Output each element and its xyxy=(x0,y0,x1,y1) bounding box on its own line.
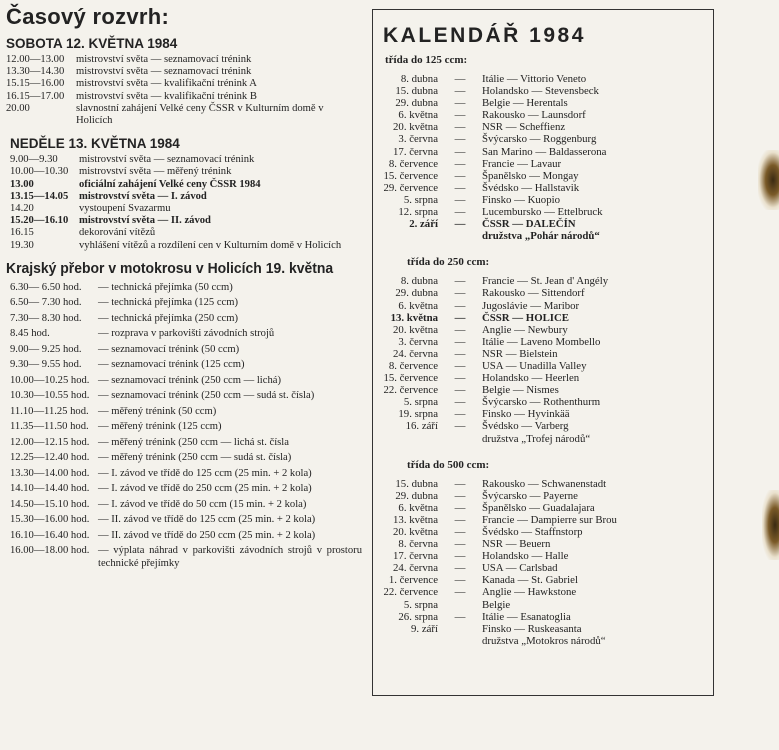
event-venue: Holandsko — Heerlen xyxy=(482,372,580,385)
event-date: 22. července xyxy=(383,586,438,599)
event-venue: USA — Carlsbad xyxy=(482,562,558,575)
event-venue: Itálie — Vittorio Veneto xyxy=(482,73,587,85)
event-venue: Anglie — Newbury xyxy=(482,323,568,336)
schedule-time: 19.30 xyxy=(10,239,34,251)
event-date xyxy=(373,635,438,647)
burn-mark xyxy=(758,150,779,210)
event-venue: Švýcarsko — Rothenthurm xyxy=(482,396,601,409)
schedule-text: mistrovství světa — seznamovací trénink xyxy=(76,54,252,65)
schedule-time: 16.15 xyxy=(10,227,34,239)
schedule-time: 7.30— 8.30 hod. xyxy=(10,312,82,324)
schedule-row xyxy=(10,514,362,526)
event-date: 8. června xyxy=(398,538,438,551)
event-date: 8. července xyxy=(388,359,438,372)
event-date: 1. července xyxy=(388,574,438,587)
event-date: 15. července xyxy=(383,372,438,385)
event-dash: — xyxy=(454,206,466,219)
calendar-box xyxy=(372,9,714,696)
schedule-time: 9.30— 9.55 hod. xyxy=(10,359,82,371)
schedule-text: oficiální zahájení Velké ceny ČSSR 1984 xyxy=(79,178,261,190)
class-500-heading: třída do 500 ccm: xyxy=(407,458,490,471)
event-date: 8. července xyxy=(388,157,438,170)
schedule-time: 12.00—13.00 xyxy=(6,54,65,65)
schedule-time: 16.15—17.00 xyxy=(6,90,65,102)
event-date: 3. června xyxy=(398,133,438,146)
event-dash: — xyxy=(454,169,466,182)
schedule-time: 8.45 hod. xyxy=(10,328,50,340)
event-date: 17. června xyxy=(393,550,438,563)
event-date: 15. července xyxy=(383,169,438,182)
schedule-row xyxy=(10,154,362,166)
calendar-row xyxy=(373,433,713,445)
event-dash: — xyxy=(454,85,466,98)
event-date: 6. května xyxy=(398,501,438,514)
event-venue: ČSSR — HOLICE xyxy=(482,311,569,324)
schedule-time: 6.30— 6.50 hod. xyxy=(10,281,82,293)
schedule-text: mistrovství světa — seznamovací trénink xyxy=(76,66,252,78)
schedule-text: mistrovství světa — kvalifikační trénink B xyxy=(76,90,257,102)
class-500-list xyxy=(373,478,713,647)
event-venue: Finsko — Ruskeasanta xyxy=(482,622,582,635)
event-venue: Švédsko — Staffnstorp xyxy=(482,526,583,538)
event-dash: — xyxy=(454,181,466,194)
event-venue: družstva „Trofej národů“ xyxy=(482,432,591,445)
event-date: 5. srpna xyxy=(403,598,438,611)
class-250-list xyxy=(373,275,713,444)
event-date: 24. června xyxy=(393,562,438,575)
calendar-row xyxy=(373,206,713,218)
schedule-text: dekorování vítězů xyxy=(79,227,156,239)
event-dash: — xyxy=(454,97,466,110)
event-dash xyxy=(438,433,482,445)
event-venue: Francie — Lavaur xyxy=(482,157,562,170)
calendar-row xyxy=(373,230,713,242)
schedule-time: 14.10—14.40 hod. xyxy=(10,483,90,495)
schedule-row xyxy=(10,359,362,371)
schedule-text: — měřený trénink (250 ccm — sudá st. čísla) xyxy=(98,452,292,464)
event-dash: — xyxy=(454,73,466,85)
calendar-row xyxy=(373,538,713,550)
event-venue: Kanada — St. Gabriel xyxy=(482,574,578,587)
event-date: 26. srpna xyxy=(398,610,438,623)
event-date: 13. května xyxy=(390,311,438,324)
schedule-text: — I. závod ve třídě do 250 ccm (25 min. + 2 kola) xyxy=(98,483,312,495)
event-date: 13. května xyxy=(393,513,438,526)
schedule-row xyxy=(6,91,362,103)
event-dash: — xyxy=(454,287,466,300)
event-dash: — xyxy=(454,408,466,421)
schedule-text: — výplata náhrad v parkovišti závodních strojů v prostoru technické přejímky xyxy=(98,545,362,569)
event-date: 3. června xyxy=(398,335,438,348)
calendar-row xyxy=(373,312,713,324)
calendar-row xyxy=(373,275,713,287)
schedule-text: — technická přejímka (250 ccm) xyxy=(98,312,239,324)
schedule-time: 6.50— 7.30 hod. xyxy=(10,297,82,309)
event-dash: — xyxy=(454,513,466,526)
event-dash: — xyxy=(454,526,466,538)
event-dash: — xyxy=(454,323,466,336)
event-date: 29. dubna xyxy=(395,97,438,110)
event-date xyxy=(373,230,438,242)
schedule-row xyxy=(10,499,362,511)
saturday-heading: SOBOTA 12. KVĚTNA 1984 xyxy=(6,36,178,51)
schedule-time: 14.20 xyxy=(10,203,34,215)
event-venue: Francie — Dampierre sur Brou xyxy=(482,513,617,526)
event-date: 20. května xyxy=(393,323,438,336)
schedule-row xyxy=(10,313,362,325)
event-date: 15. dubna xyxy=(395,477,438,490)
class-250-heading: třída do 250 ccm: xyxy=(407,256,490,269)
calendar-row xyxy=(373,300,713,312)
calendar-row xyxy=(373,478,713,490)
schedule-text: — technická přejímka (50 ccm) xyxy=(98,281,233,293)
event-date: 19. srpna xyxy=(398,408,438,421)
event-dash: — xyxy=(454,335,466,348)
event-date xyxy=(373,433,438,445)
event-dash: — xyxy=(454,574,466,587)
event-venue: Rakousko — Launsdorf xyxy=(482,109,586,122)
event-venue: Finsko — Hyvinkää xyxy=(482,408,570,421)
schedule-title: Časový rozvrh: xyxy=(6,4,170,29)
event-date: 9. září xyxy=(411,622,438,635)
schedule-row xyxy=(10,545,362,569)
calendar-row xyxy=(373,348,713,360)
schedule-time: 13.00 xyxy=(10,178,34,190)
calendar-row xyxy=(373,635,713,647)
event-dash: — xyxy=(454,501,466,514)
schedule-row xyxy=(10,390,362,402)
event-venue: Rakousko — Sittendorf xyxy=(482,287,585,300)
event-dash: — xyxy=(454,121,466,134)
event-venue: Holandsko — Halle xyxy=(482,550,569,563)
schedule-row xyxy=(10,375,362,387)
calendar-row xyxy=(373,372,713,384)
calendar-row xyxy=(373,287,713,299)
schedule-time: 20.00 xyxy=(6,102,30,114)
event-date: 17. června xyxy=(393,145,438,158)
schedule-text: — seznamovací trénink (125 ccm) xyxy=(98,359,245,371)
calendar-row xyxy=(373,599,713,611)
schedule-row xyxy=(10,191,362,203)
event-date: 20. května xyxy=(393,121,438,134)
schedule-text: — I. závod ve třídě do 125 ccm (25 min. + 2 kola) xyxy=(98,467,312,479)
event-dash: — xyxy=(454,384,466,397)
event-venue: Rakousko — Schwanenstadt xyxy=(482,477,607,490)
event-date: 8. dubna xyxy=(400,73,438,85)
event-venue: Španělsko — Mongay xyxy=(482,169,579,182)
motocross-heading: Krajský přebor v motokrosu v Holicích 19. května xyxy=(6,259,334,277)
calendar-row xyxy=(373,384,713,396)
schedule-row xyxy=(10,215,362,227)
schedule-time: 14.50—15.10 hod. xyxy=(10,498,90,510)
event-venue: NSR — Beuern xyxy=(482,538,551,551)
calendar-row xyxy=(373,109,713,121)
schedule-text: mistrovství světa — II. závod xyxy=(79,215,211,227)
event-date: 29. července xyxy=(383,181,438,194)
schedule-row xyxy=(10,421,362,433)
saturday-schedule xyxy=(6,54,362,127)
schedule-row xyxy=(10,328,362,340)
schedule-time: 12.00—12.15 hod. xyxy=(10,436,90,448)
schedule-text: — měřený trénink (50 ccm) xyxy=(98,405,217,417)
calendar-row xyxy=(373,623,713,635)
schedule-row xyxy=(6,103,362,127)
schedule-text: — seznamovací trénink (250 ccm — sudá st. čísla) xyxy=(98,390,315,402)
schedule-row xyxy=(10,297,362,309)
event-venue: ČSSR — DALEČÍN xyxy=(482,218,576,231)
calendar-row xyxy=(373,586,713,598)
schedule-text: — měřený trénink (125 ccm) xyxy=(98,421,222,433)
class-125-section xyxy=(373,54,713,242)
event-date: 8. dubna xyxy=(400,275,438,288)
event-dash: — xyxy=(454,311,466,324)
calendar-row xyxy=(373,550,713,562)
schedule-text: — seznamovací trénink (50 ccm) xyxy=(98,343,240,355)
event-venue: Belgie — Herentals xyxy=(482,97,568,110)
event-dash xyxy=(438,623,482,635)
calendar-row xyxy=(373,562,713,574)
calendar-row xyxy=(373,396,713,408)
schedule-time: 11.10—11.25 hod. xyxy=(10,405,89,417)
event-venue: Finsko — Kuopio xyxy=(482,193,560,206)
schedule-row xyxy=(10,452,362,464)
schedule-time: 13.30—14.00 hod. xyxy=(10,467,90,479)
calendar-row xyxy=(373,408,713,420)
schedule-time: 11.35—11.50 hod. xyxy=(10,421,89,433)
event-dash: — xyxy=(454,193,466,206)
event-date: 29. dubna xyxy=(395,287,438,300)
schedule-text: — měřený trénink (250 ccm — lichá st. čísla xyxy=(98,436,289,448)
calendar-row xyxy=(373,502,713,514)
event-dash xyxy=(438,635,482,647)
schedule-row xyxy=(10,406,362,418)
class-500-section xyxy=(373,459,713,647)
calendar-row xyxy=(373,574,713,586)
event-venue: Francie — St. Jean d' Angély xyxy=(482,275,609,288)
event-dash: — xyxy=(454,275,466,288)
event-dash: — xyxy=(454,299,466,312)
event-date: 5. srpna xyxy=(403,396,438,409)
event-venue: San Marino — Baldasserona xyxy=(482,145,607,158)
event-venue: Švédsko — Hallstavik xyxy=(482,181,580,194)
calendar-row xyxy=(373,611,713,623)
event-venue: Španělsko — Guadalajara xyxy=(482,501,595,514)
schedule-text: — technická přejímka (125 ccm) xyxy=(98,297,239,309)
schedule-time: 16.00—18.00 hod. xyxy=(10,545,90,557)
event-date: 29. dubna xyxy=(395,489,438,502)
event-venue: USA — Unadilla Valley xyxy=(482,359,587,372)
event-dash: — xyxy=(454,347,466,360)
event-dash: — xyxy=(454,610,466,623)
schedule-text: mistrovství světa — seznamovací trénink xyxy=(79,154,255,166)
calendar-row xyxy=(373,218,713,230)
schedule-time: 10.00—10.30 xyxy=(10,166,69,178)
event-date: 22. července xyxy=(383,384,438,397)
schedule-time: 16.10—16.40 hod. xyxy=(10,529,90,541)
calendar-row xyxy=(373,182,713,194)
event-dash: — xyxy=(454,489,466,502)
schedule-row xyxy=(10,437,362,449)
schedule-row xyxy=(6,54,362,66)
event-dash: — xyxy=(454,109,466,122)
schedule-text: mistrovství světa — kvalifikační trénink A xyxy=(76,78,257,90)
event-date: 6. května xyxy=(398,109,438,122)
schedule-time: 9.00—9.30 xyxy=(10,154,58,166)
schedule-row xyxy=(10,166,362,178)
schedule-time: 13.30—14.30 xyxy=(6,66,65,78)
event-venue: Holandsko — Stevensbeck xyxy=(482,85,599,98)
calendar-row xyxy=(373,526,713,538)
schedule-row xyxy=(6,66,362,78)
event-dash xyxy=(438,599,482,611)
calendar-row xyxy=(373,336,713,348)
event-date: 20. května xyxy=(393,526,438,538)
motocross-schedule xyxy=(10,282,362,570)
schedule-time: 15.15—16.00 xyxy=(6,78,65,90)
class-125-heading: třída do 125 ccm: xyxy=(385,54,468,66)
schedule-text: — I. závod ve třídě do 50 ccm (15 min. + 2 kola) xyxy=(98,498,307,510)
event-dash: — xyxy=(454,133,466,146)
event-dash: — xyxy=(454,550,466,563)
calendar-title: KALENDÁŘ 1984 xyxy=(383,24,586,47)
schedule-column xyxy=(6,4,362,573)
calendar-row xyxy=(373,97,713,109)
event-venue: Švédsko — Varberg xyxy=(482,420,569,433)
schedule-time: 15.20—16.10 xyxy=(10,215,69,227)
event-venue: NSR — Bielstein xyxy=(482,347,558,360)
schedule-row xyxy=(6,78,362,90)
event-date: 2. září xyxy=(409,218,438,231)
event-venue: družstva „Motokros národů“ xyxy=(482,634,606,647)
schedule-text: slavnostní zahájení Velké ceny ČSSR v Kulturním domě v Holicích xyxy=(76,102,324,127)
event-date: 5. srpna xyxy=(403,193,438,206)
event-venue: Švýcarsko — Payerne xyxy=(482,489,578,502)
schedule-time: 10.30—10.55 hod. xyxy=(10,390,90,402)
schedule-row xyxy=(10,344,362,356)
event-venue: Itálie — Esanatoglia xyxy=(482,610,571,623)
event-venue: Belgie xyxy=(482,598,511,611)
class-125-list xyxy=(373,73,713,242)
schedule-text: — II. závod ve třídě do 125 ccm (25 min. + 2 kola) xyxy=(98,514,316,526)
event-venue: Jugoslávie — Maribor xyxy=(482,299,580,312)
event-dash: — xyxy=(454,396,466,409)
event-dash: — xyxy=(454,538,466,551)
schedule-text: vyhlášení vítězů a rozdílení cen v Kulturním domě v Holicích xyxy=(79,239,342,251)
schedule-time: 9.00— 9.25 hod. xyxy=(10,343,82,355)
event-dash xyxy=(438,230,482,242)
calendar-row xyxy=(373,324,713,336)
event-venue: Belgie — Nismes xyxy=(482,384,559,397)
schedule-row xyxy=(10,227,362,239)
calendar-row xyxy=(373,170,713,182)
schedule-text: — II. závod ve třídě do 250 ccm (25 min. + 2 kola) xyxy=(98,529,316,541)
event-dash: — xyxy=(454,157,466,170)
class-250-section xyxy=(373,256,713,444)
calendar-row xyxy=(373,490,713,502)
schedule-row xyxy=(10,483,362,495)
schedule-row xyxy=(10,179,362,191)
schedule-time: 10.00—10.25 hod. xyxy=(10,374,90,386)
event-dash: — xyxy=(454,372,466,385)
event-date: 15. dubna xyxy=(395,85,438,98)
schedule-text: — seznamovací trénink (250 ccm — lichá) xyxy=(98,374,281,386)
event-venue: Švýcarsko — Roggenburg xyxy=(482,133,597,146)
schedule-text: — rozprava v parkovišti závodních strojů xyxy=(98,328,275,340)
event-venue: družstva „Pohár národů“ xyxy=(482,230,600,243)
schedule-row xyxy=(10,282,362,294)
calendar-row xyxy=(373,420,713,432)
schedule-row xyxy=(10,203,362,215)
event-venue: Itálie — Laveno Mombello xyxy=(482,335,601,348)
schedule-row xyxy=(10,240,362,252)
schedule-time: 12.25—12.40 hod. xyxy=(10,452,90,464)
schedule-time: 15.30—16.00 hod. xyxy=(10,514,90,526)
calendar-row xyxy=(373,146,713,158)
calendar-row xyxy=(373,85,713,97)
schedule-time: 13.15—14.05 xyxy=(10,190,69,202)
schedule-row xyxy=(10,468,362,480)
calendar-row xyxy=(373,73,713,85)
schedule-text: mistrovství světa — I. závod xyxy=(79,190,207,202)
calendar-row xyxy=(373,194,713,206)
calendar-row xyxy=(373,121,713,133)
event-venue: Anglie — Hawkstone xyxy=(482,586,577,599)
event-dash: — xyxy=(454,477,466,490)
sunday-schedule xyxy=(10,154,362,252)
event-venue: Lucembursko — Ettelbruck xyxy=(482,206,603,219)
event-dash: — xyxy=(454,586,466,599)
event-dash: — xyxy=(454,420,466,433)
event-dash: — xyxy=(454,359,466,372)
event-venue: NSR — Scheffienz xyxy=(482,121,566,134)
schedule-text: vystoupení Svazarmu xyxy=(79,203,171,215)
event-date: 24. června xyxy=(393,347,438,360)
calendar-row xyxy=(373,514,713,526)
event-dash: — xyxy=(454,562,466,575)
schedule-row xyxy=(10,530,362,542)
calendar-row xyxy=(373,158,713,170)
event-date: 16. září xyxy=(405,420,438,433)
event-date: 12. srpna xyxy=(398,206,438,219)
burn-mark xyxy=(762,490,779,560)
schedule-text: mistrovství světa — měřený trénink xyxy=(79,166,232,178)
event-dash: — xyxy=(454,145,466,158)
sunday-heading: NEDĚLE 13. KVĚTNA 1984 xyxy=(10,136,180,152)
event-dash: — xyxy=(454,218,466,231)
calendar-row xyxy=(373,360,713,372)
calendar-row xyxy=(373,133,713,145)
event-date: 6. května xyxy=(398,299,438,312)
